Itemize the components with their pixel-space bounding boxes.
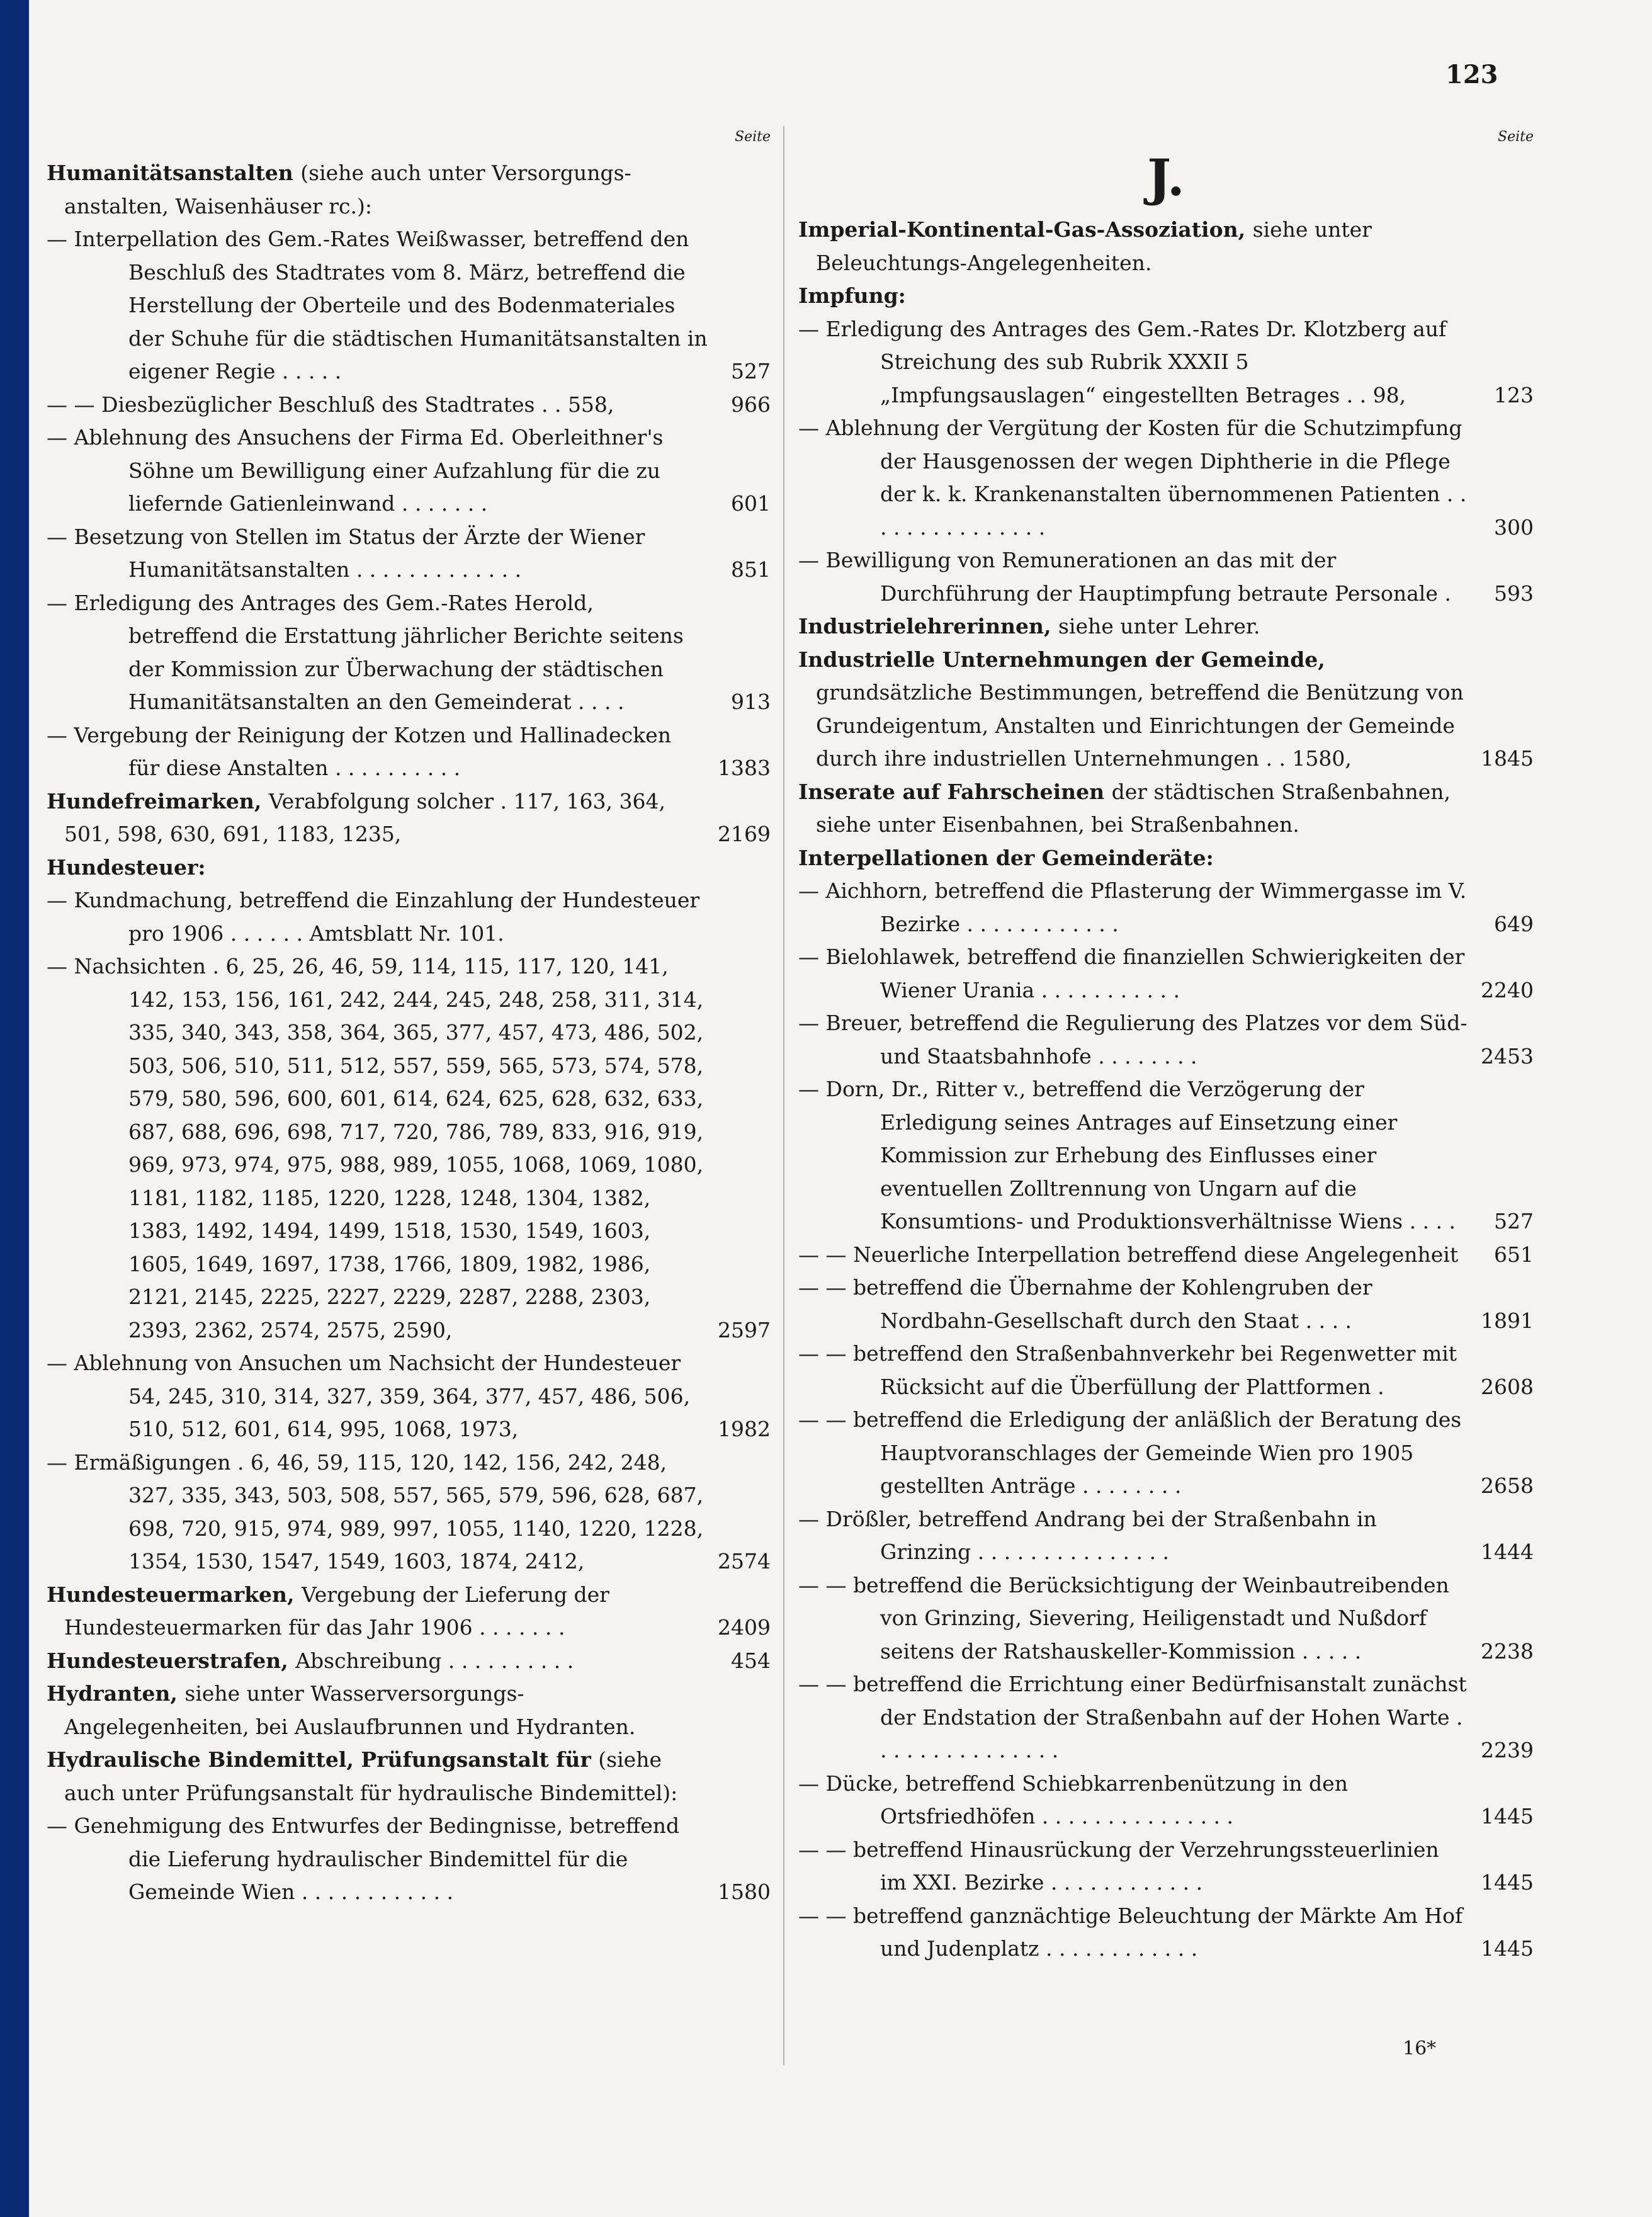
entry-description: Abschreibung . . . . . . . . . . [295, 1648, 574, 1673]
index-entry [798, 1073, 1534, 1239]
index-entry [47, 1677, 771, 1744]
entry-text [798, 842, 1534, 875]
entry-description: betreffend ganznächtige Beleuchtung der Märkte Am Hof und Judenplatz . . . . . . . . . . . . [852, 1903, 1463, 1961]
entry-description: Dücke, betreffend Schiebkarrenbenützung in den Ortsfriedhöfen . . . . . . . . . . . . . . . [825, 1771, 1348, 1829]
entry-page-number: 601 [731, 491, 771, 516]
entry-heading: Interpellationen der Gemeinderäte: [798, 845, 1214, 870]
entry-dash: — — [798, 1407, 853, 1432]
index-entry [47, 1579, 771, 1645]
index-entry [798, 644, 1534, 776]
entry-description: Dorn, Dr., Ritter v., betreffend die Verzögerung der Erledigung seines Antrages auf Einsetzung einer Kommission zur Erhebung des Einflusses einer eventuellen Zolltrennung von Ungarn auf die Konsumtions- und Produktionsverhältnisse Wiens . . . . [825, 1077, 1456, 1233]
index-entry [798, 1503, 1534, 1569]
entry-text [47, 785, 771, 851]
entry-page-number: 966 [731, 392, 771, 417]
entry-dash: — [798, 1011, 826, 1035]
entry-page-number: 527 [1494, 1209, 1534, 1233]
entry-text [47, 950, 771, 1347]
entry-text [798, 1834, 1534, 1900]
entry-dash: — [47, 524, 74, 549]
column-divider [783, 126, 784, 2065]
entry-page-number: 2453 [1481, 1043, 1534, 1069]
index-entry [47, 223, 771, 388]
entry-text [47, 1810, 771, 1909]
entry-description: (siehe auch unter Versorgungsanstalten, Waisenhäuser rc.): [64, 161, 631, 218]
entry-heading: Hundefreimarken, [47, 788, 269, 814]
entry-page-number: 649 [1494, 911, 1534, 936]
footer-signature-mark: 16* [1403, 2038, 1437, 2060]
entry-text [798, 412, 1534, 544]
index-entry [798, 213, 1534, 280]
entry-page-number: 2597 [718, 1317, 771, 1342]
index-entry [798, 842, 1534, 875]
entry-page-number: 1580 [718, 1880, 771, 1904]
entry-dash: — [798, 1771, 826, 1796]
entry-dash: — — [798, 1275, 853, 1300]
entry-page-number: 2658 [1481, 1473, 1534, 1498]
entry-heading: Hydranten, [47, 1681, 185, 1706]
entry-page-number: 527 [731, 359, 771, 383]
entry-dash: — [47, 954, 74, 978]
entry-description: Genehmigung des Entwurfes der Bedingnisse, betreffend die Lieferung hydraulischer Bindemittel für die Gemeinde Wien . . . . . . . . . . . . [74, 1813, 680, 1904]
entry-description: der städtischen Straßenbahnen, siehe unter Eisenbahnen, bei Straßenbahnen. [816, 779, 1451, 837]
entry-description: Bielohlawek, betreffend die finanziellen Schwierigkeiten der Wiener Urania . . . . . . . . . . . [825, 944, 1465, 1002]
index-entry [798, 1239, 1534, 1272]
entry-heading: Hundesteuermarken, [47, 1582, 302, 1607]
entry-text [47, 1446, 771, 1579]
entry-text [798, 644, 1534, 776]
index-entry [798, 1271, 1534, 1337]
index-entry [798, 1007, 1534, 1073]
entry-text [798, 875, 1534, 941]
entry-dash: — — [798, 1341, 853, 1366]
entry-description: Bewilligung von Remunerationen an das mit der Durchführung der Hauptimpfung betraute Personale . [825, 548, 1451, 606]
index-entry [47, 785, 771, 851]
entry-description: siehe unter Beleuchtungs-Angelegenheiten. [816, 217, 1372, 275]
entry-text [798, 610, 1534, 644]
index-entry [798, 1834, 1534, 1900]
entry-description: grundsätzliche Bestimmungen, betreffend die Benützung von Grundeigentum, Anstalten und Einrichtungen der Gemeinde durch ihre industriellen Unternehmungen . . 1580, [816, 680, 1464, 771]
entry-page-number: 2574 [718, 1549, 771, 1573]
index-entry [47, 1645, 771, 1678]
entry-page-number: 1445 [1481, 1804, 1534, 1829]
index-entry [47, 521, 771, 587]
entry-dash: — [47, 1351, 74, 1375]
entry-page-number: 2169 [718, 822, 771, 846]
index-entry [798, 1403, 1534, 1503]
entry-description: siehe unter Wasserversorgungs-Angelegenheiten, bei Auslaufbrunnen und Hydranten. [64, 1681, 636, 1739]
index-entry [47, 1347, 771, 1446]
entry-heading: Industrielle Unternehmungen der Gemeinde, [798, 647, 1325, 672]
entry-description: Ablehnung der Vergütung der Kosten für die Schutzimpfung der Hausgenossen der wegen Diphtherie in die Pflege der k. k. Krankenanstalten übernommenen Patienten . . . . . . . . . . . . . . . [825, 416, 1467, 540]
seite-label-right: Seite [1498, 129, 1534, 145]
index-entry [47, 587, 771, 719]
index-entry [798, 941, 1534, 1007]
entry-description: Verabfolgung solcher . 117, 163, 364, 501, 598, 630, 691, 1183, 1235, [64, 788, 665, 846]
entry-page-number: 454 [731, 1648, 771, 1673]
entry-text [798, 1337, 1534, 1403]
index-entry [47, 851, 771, 885]
entry-heading: Hundesteuerstrafen, [47, 1648, 296, 1673]
entry-dash: — [798, 944, 826, 969]
entry-dash: — [798, 416, 826, 440]
entry-page-number: 2240 [1481, 977, 1534, 1002]
entry-page-number: 851 [731, 557, 771, 582]
entry-page-number: 2238 [1481, 1638, 1534, 1664]
index-entry [798, 776, 1534, 842]
index-entry [798, 1767, 1534, 1834]
entry-text [47, 421, 771, 521]
seite-label-left: Seite [735, 129, 771, 145]
entry-description: Nachsichten . 6, 25, 26, 46, 59, 114, 115, 117, 120, 141, 142, 153, 156, 161, 242, 244, 245, 248, 258, 311, 314, 335, 340, 343, 358, 364, 365, 377, 457, 473, 486, 502, 503, 506, 510, 511, 512, 557, 559, 565, 573, 574, 578, 579, 580, 596, 600, 601, 614, 624, 625, 628, 632, 633, 687, 688, 696, 698, 717, 720, 786, 789, 833, 916, 919, 969, 973, 974, 975, 988, 989, 1055, 1068, 1069, 1080, 1181, 1182, 1185, 1220, 1228, 1248, 1304, 1382, 1383, 1492, 1494, 1499, 1518, 1530, 1549, 1603, 1605, 1649, 1697, 1738, 1766, 1809, 1982, 1986, 2121, 2145, 2225, 2227, 2229, 2287, 2288, 2303, 2393, 2362, 2574, 2575, 2590, [74, 954, 704, 1342]
entry-page-number: 1845 [1481, 746, 1534, 771]
index-entry [798, 544, 1534, 610]
right-column [798, 129, 1534, 1966]
entry-dash: — [47, 590, 74, 615]
entry-dash: — — [798, 1572, 853, 1597]
entry-dash: — [798, 548, 826, 572]
entry-text [47, 587, 771, 719]
entry-text [47, 1645, 771, 1678]
entry-text [798, 544, 1534, 610]
index-entry [47, 388, 771, 422]
entry-text [798, 776, 1534, 842]
entry-text [798, 1271, 1534, 1337]
entry-dash: — [47, 722, 74, 747]
entry-text [798, 313, 1534, 412]
index-entry [47, 884, 771, 950]
entry-description: Vergebung der Reinigung der Kotzen und Hallinadecken für diese Anstalten . . . . . . . . . . [74, 722, 671, 780]
entry-description: Erledigung des Antrages des Gem.-Rates Dr. Klotzberg auf Streichung des sub Rubrik XXXII 5 „Impfungsauslagen“ eingestellten Betrages . . 98, [825, 316, 1447, 407]
left-entries [47, 157, 771, 1909]
entry-description: betreffend die Erledigung der anläßlich der Beratung des Hauptvoranschlages der Gemeinde Wien pro 1905 gestellten Anträge . . . . . . . . [852, 1407, 1462, 1498]
entry-dash: — [798, 878, 826, 903]
entry-dash: — [47, 425, 74, 450]
entry-page-number: 1444 [1481, 1539, 1534, 1564]
entry-page-number: 1891 [1481, 1308, 1534, 1333]
entry-text [47, 719, 771, 785]
entry-description: Ermäßigungen . 6, 46, 59, 115, 120, 142, 156, 242, 248, 327, 335, 343, 503, 508, 557, 565, 579, 596, 628, 687, 698, 720, 915, 974, 989, 997, 1055, 1140, 1220, 1228, 1354, 1530, 1547, 1549, 1603, 1874, 2412, [74, 1449, 704, 1573]
entry-page-number: 1445 [1481, 1936, 1534, 1961]
entry-page-number: 2608 [1481, 1374, 1534, 1399]
index-entry [798, 313, 1534, 412]
entry-text [47, 223, 771, 388]
section-letter: J. [1147, 148, 1185, 207]
entry-page-number: 300 [1494, 514, 1534, 540]
entry-description: Vergebung der Lieferung der Hundesteuermarken für das Jahr 1906 . . . . . . . [64, 1582, 609, 1640]
entry-description: Aichhorn, betreffend die Pflasterung der Wimmergasse im V. Bezirke . . . . . . . . . . . . [825, 878, 1467, 936]
entry-dash: — [798, 316, 826, 341]
entry-text [798, 1073, 1534, 1239]
right-entries [798, 213, 1534, 1966]
entry-text [798, 1403, 1534, 1503]
entry-text [798, 1007, 1534, 1073]
entry-dash: — [798, 1506, 826, 1531]
entry-text [798, 280, 1534, 313]
index-entry [798, 1569, 1534, 1669]
entry-text [798, 213, 1534, 280]
entry-dash: — [47, 888, 74, 912]
entry-page-number: 593 [1494, 581, 1534, 606]
index-entry [798, 1668, 1534, 1767]
index-entry [798, 610, 1534, 644]
index-entry [47, 719, 771, 785]
entry-description: (siehe auch unter Prüfungsanstalt für hydraulische Bindemittel): [64, 1747, 678, 1805]
entry-text [47, 1744, 771, 1810]
entry-description: betreffend die Errichtung einer Bedürfnisanstalt zunächst der Endstation der Straßenbahn auf der Hohen Warte . . . . . . . . . . . . . . . [852, 1672, 1467, 1762]
entry-dash: — [798, 1077, 826, 1101]
entry-dash: — [47, 227, 74, 251]
entry-text [47, 388, 771, 422]
entry-text [47, 1347, 771, 1446]
entry-page-number: 1982 [718, 1417, 771, 1441]
entry-description: betreffend die Übernahme der Kohlengruben der Nordbahn-Gesellschaft durch den Staat . . . . [852, 1275, 1372, 1333]
entry-description: Kundmachung, betreffend die Einzahlung der Hundesteuer pro 1906 . . . . . . Amtsblatt Nr. 101. [74, 888, 700, 946]
entry-dash: — — [47, 392, 101, 417]
entry-description: Interpellation des Gem.-Rates Weißwasser, betreffend den Beschluß des Stadtrates vom 8. März, betreffend die Herstellung der Oberteile und des Bodenmateriales der Schuhe für die städtischen Humanitätsanstalten in eigener Regie . . . . . [74, 227, 708, 383]
index-entry [47, 157, 771, 223]
entry-dash: — — [798, 1672, 853, 1696]
entry-page-number: 651 [1494, 1242, 1534, 1267]
entry-description: Besetzung von Stellen im Status der Ärzte der Wiener Humanitätsanstalten . . . . . . . . . . . . . [74, 524, 645, 582]
entry-text [798, 1900, 1534, 1966]
entry-description: Erledigung des Antrages des Gem.-Rates Herold, betreffend die Erstattung jährlicher Berichte seitens der Kommission zur Überwachung der städtischen Humanitätsanstalten an den Gemeinderat . . . . [74, 590, 684, 714]
entry-text [798, 1767, 1534, 1834]
entry-description: Diesbezüglicher Beschluß des Stadtrates . . 558, [101, 392, 614, 417]
entry-description: Ablehnung des Ansuchens der Firma Ed. Oberleithner's Söhne um Bewilligung einer Aufzahlung für die zu liefernde Gatienleinwand . . . . . . . [74, 425, 664, 516]
entry-heading: Industrielehrerinnen, [798, 614, 1059, 638]
entry-text [47, 851, 771, 885]
entry-description: betreffend den Straßenbahnverkehr bei Regenwetter mit Rücksicht auf die Überfüllung der Plattformen . [852, 1341, 1457, 1399]
index-entry [47, 950, 771, 1347]
entry-page-number: 1445 [1481, 1870, 1534, 1895]
index-entry [798, 280, 1534, 313]
entry-page-number: 913 [731, 689, 771, 714]
entry-page-number: 2409 [718, 1615, 771, 1640]
entry-description: Breuer, betreffend die Regulierung des Platzes vor dem Süd- und Staatsbahnhofe . . . . . . . . [825, 1011, 1468, 1069]
index-entry [798, 1337, 1534, 1403]
index-entry [47, 1446, 771, 1579]
entry-text [798, 1503, 1534, 1569]
entry-text [47, 1579, 771, 1645]
entry-heading: Impfung: [798, 283, 906, 308]
entry-description: Drößler, betreffend Andrang bei der Straßenbahn in Grinzing . . . . . . . . . . . . . . . [825, 1506, 1377, 1564]
entry-dash: — — [798, 1903, 853, 1928]
entry-heading: Hundesteuer: [47, 854, 206, 880]
index-entry [47, 421, 771, 521]
scan-edge-strip [0, 0, 29, 2217]
index-entry [798, 875, 1534, 941]
entry-text [798, 1239, 1534, 1272]
entry-dash: — [47, 1449, 74, 1475]
entry-text [798, 1569, 1534, 1669]
entry-heading: Hydraulische Bindemittel, Prüfungsanstalt für [47, 1747, 599, 1772]
entry-page-number: 2239 [1481, 1738, 1534, 1762]
entry-text [798, 1668, 1534, 1767]
entry-page-number: 123 [1494, 382, 1534, 407]
entry-dash: — — [798, 1242, 853, 1267]
index-entry [47, 1744, 771, 1810]
entry-heading: Inserate auf Fahrscheinen [798, 779, 1112, 804]
entry-dash: — — [798, 1837, 853, 1862]
entry-text [47, 1677, 771, 1744]
page-number: 123 [1445, 60, 1498, 89]
index-entry [47, 1810, 771, 1909]
entry-description: siehe unter Lehrer. [1058, 614, 1260, 638]
entry-description: Ablehnung von Ansuchen um Nachsicht der Hundesteuer 54, 245, 310, 314, 327, 359, 364, 377, 457, 486, 506, 510, 512, 601, 614, 995, 1068, 1973, [74, 1351, 691, 1441]
left-column [47, 129, 771, 1909]
entry-description: betreffend Hinausrückung der Verzehrungssteuerlinien im XXI. Bezirke . . . . . . . . . . . . [852, 1837, 1439, 1895]
entry-dash: — [47, 1813, 74, 1838]
entry-text [47, 521, 771, 587]
index-entry [798, 1900, 1534, 1966]
entry-text [47, 157, 771, 223]
entry-text [798, 941, 1534, 1007]
entry-heading: Humanitätsanstalten [47, 161, 301, 185]
entry-page-number: 1383 [718, 756, 771, 780]
entry-heading: Imperial-Kontinental-Gas-Assoziation, [798, 217, 1253, 242]
entry-description: betreffend die Berücksichtigung der Weinbautreibenden von Grinzing, Sievering, Heiligenstadt und Nußdorf seitens der Ratshauskeller-Kommission . . . . . [852, 1572, 1449, 1664]
index-entry [798, 412, 1534, 544]
entry-description: Neuerliche Interpellation betreffend diese Angelegenheit [852, 1242, 1459, 1267]
entry-text [47, 884, 771, 950]
